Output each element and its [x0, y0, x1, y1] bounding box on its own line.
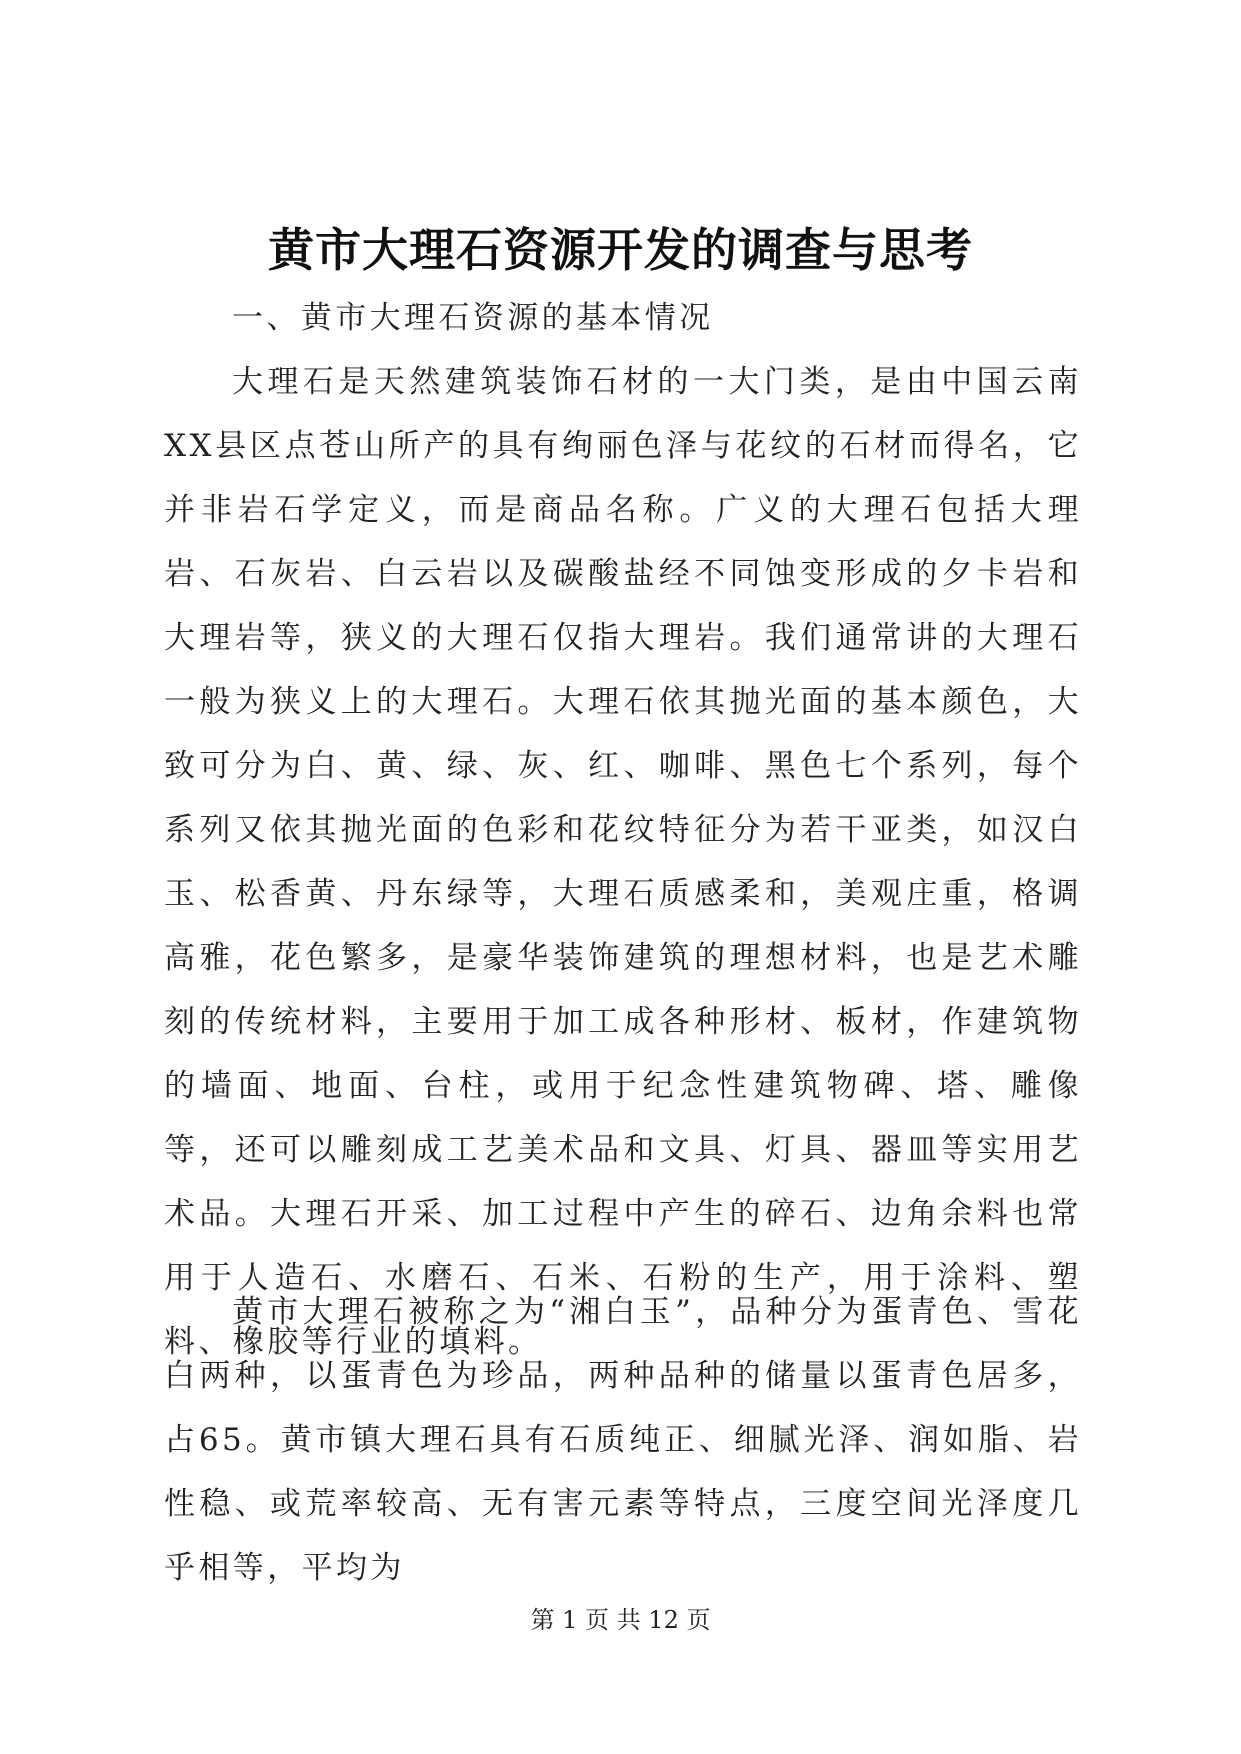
section-heading: 一、黄市大理石资源的基本情况 [232, 300, 714, 336]
paragraph-1: 大理石是天然建筑装饰石材的一大门类，是由中国云南XX县区点苍山所产的具有绚丽色泽与花纹的石材而得名，它并非岩石学定义，而是商品名称。广义的大理石包括大理岩、石灰岩、白云岩以及碳酸盐经不同蚀变形成的夕卡岩和大理岩等，狭义的大理石仅指大理岩。我们通常讲的大理石一般为狭义上的大理石。大理石依其抛光面的基本颜色，大致可分为白、黄、绿、灰、红、咖啡、黑色七个系列，每个系列又依其抛光面的色彩和花纹特征分为若干亚类，如汉白玉、松香黄、丹东绿等，大理石质感柔和，美观庄重，格调高雅，花色繁多，是豪华装饰建筑的理想材料，也是艺术雕刻的传统材料，主要用于加工成各种形材、板材，作建筑物的墙面、地面、台柱，或用于纪念性建筑物碑、塔、雕像等，还可以雕刻成工艺美术品和文具、灯具、器皿等实用艺术品。大理石开采、加工过程中产生的碎石、边角余料也常用于人造石、水磨石、石米、石粉的生产，用于涂料、塑料、橡胶等行业的填料。 [164, 364, 1082, 1360]
document-title: 黄市大理石资源开发的调查与思考 [268, 223, 973, 277]
paragraph-2: 黄市大理石被称之为“湘白玉”，品种分为蛋青色、雪花白两种，以蛋青色为珍品，两种品种的储量以蛋青色居多，占65。黄市镇大理石具有石质纯正、细腻光泽、润如脂、岩性稳、或荒率较高、无有害元素等特点，三度空间光泽度几乎相等，平均为 [164, 1294, 1082, 1586]
page-number-footer: 第 1 页 共 12 页 [530, 1606, 711, 1634]
